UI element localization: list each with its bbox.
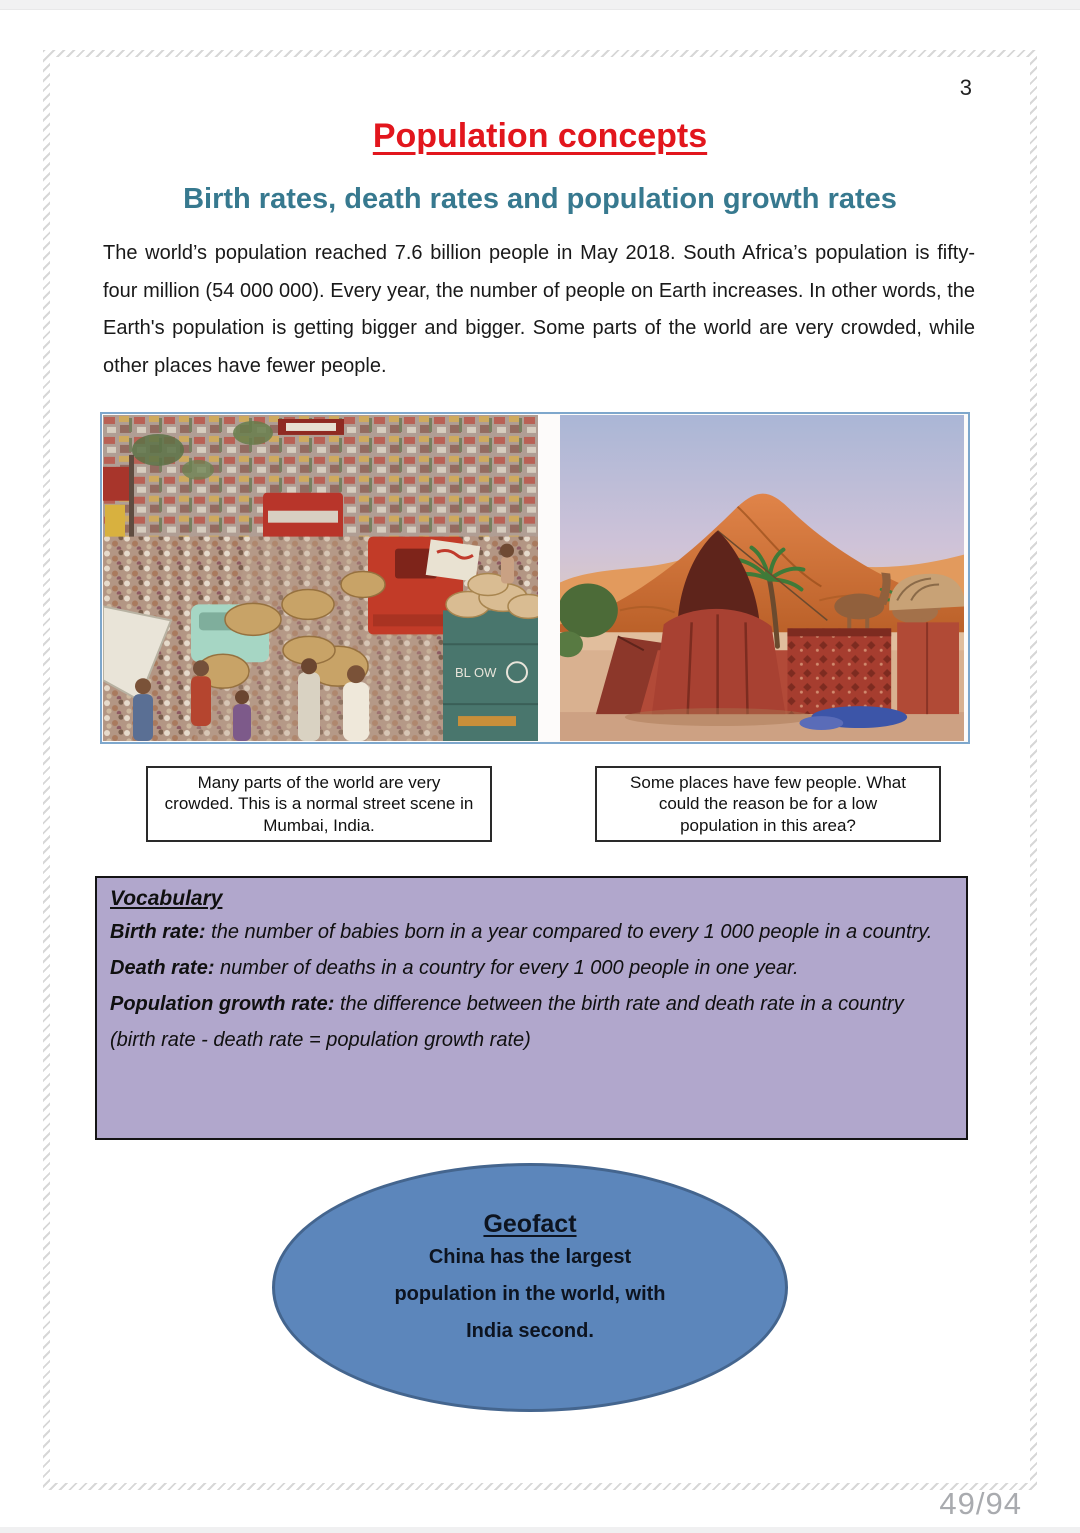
geofact-text-line: population in the world, with: [394, 1283, 666, 1305]
intro-paragraph: The world’s population reached 7.6 billion people in May 2018. South Africa’s population is fifty-four million (54 000 000). Every year, the number of people on Earth increases. In other words, the Earth's population is getting bigger and bigger. Some parts of the world are very crowded, while other places have fewer people.: [103, 242, 975, 377]
hanging-rugs: [787, 622, 959, 714]
truck-registration-text: BL OW: [455, 665, 497, 681]
document-page: [50, 57, 1030, 1483]
crowded-street-photo: [103, 415, 538, 741]
page-number: 3: [959, 75, 972, 100]
left-photo-caption: Many parts of the world are very crowded. This is a normal street scene in Mumbai, India.: [146, 766, 492, 842]
section-heading: Birth rates, death rates and population growth rates: [183, 183, 897, 215]
page-border-frame: [43, 50, 1037, 1490]
bottom-edge-strip: [0, 1527, 1080, 1533]
growth-rate-formula: (birth rate - death rate = population growth rate): [110, 1029, 531, 1051]
top-edge-strip: [0, 0, 1080, 10]
vocabulary-box: [95, 876, 968, 1140]
page-title: Population concepts: [372, 117, 708, 155]
red-bus: [263, 493, 343, 541]
vocab-entry-birth-rate: Birth rate: the number of babies born in a year compared to every 1 000 people in a country.: [110, 921, 933, 943]
vocabulary-heading: Vocabulary: [110, 887, 223, 910]
right-photo-caption: Some places have few people. What could the reason be for a low population in this area?: [595, 766, 941, 842]
desert-tent-photo: [560, 415, 964, 741]
geofact-text-line: India second.: [466, 1320, 594, 1342]
geofact-heading: Geofact: [483, 1210, 577, 1238]
geofact-text-line: China has the largest: [428, 1246, 632, 1268]
page-position-indicator: 49/94: [939, 1486, 1022, 1521]
vocab-entry-population-growth-rate: Population growth rate: the difference between the birth rate and death rate in a country: [110, 993, 904, 1015]
photo-figure: [100, 412, 970, 744]
vocab-entry-death-rate: Death rate: number of deaths in a country for every 1 000 people in one year.: [110, 957, 799, 979]
geofact-ellipse: [272, 1163, 788, 1412]
